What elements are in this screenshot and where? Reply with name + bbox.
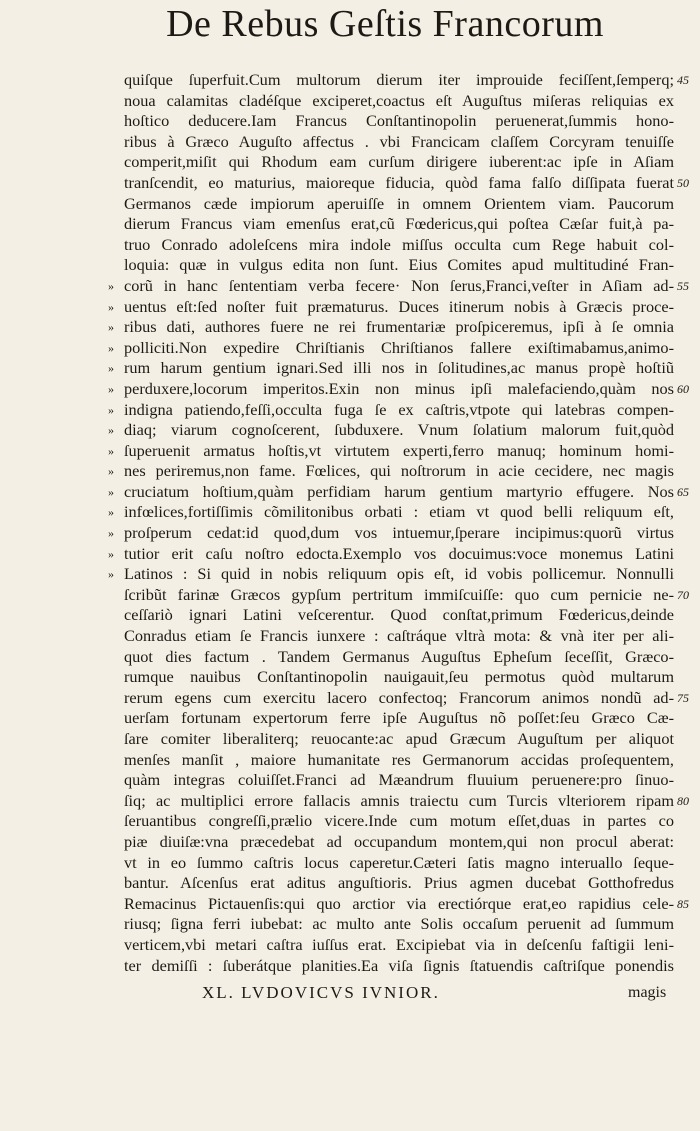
- line-text: nes periremus,non fame. Fœlices, qui noſtrorum in acie cecidere, nec magis: [124, 461, 674, 481]
- line-number: 75: [677, 690, 689, 705]
- line-text: ſcribũt farinæ Græcos gypſum pertritum immiſcuiſſe: quo cum pernicie ne-: [124, 584, 674, 604]
- text-line: [0, 152, 700, 173]
- line-text: menſes manſit , maiore humanitate res Germanorum accidas proſequentem,: [124, 749, 674, 769]
- text-line: [0, 811, 700, 832]
- line-text: truo Conrado adoleſcens mira indole miſſus occulta cum Rege habuit col-: [124, 234, 674, 254]
- quotation-mark: »: [108, 402, 114, 417]
- line-number: 55: [677, 278, 689, 293]
- page-footer: [0, 982, 700, 1004]
- text-line: [0, 441, 700, 462]
- text-line: [0, 502, 700, 523]
- text-line: [0, 544, 700, 565]
- text-line: [0, 729, 700, 750]
- line-text: quot dies factum . Tandem Germanus Auguſtus Epheſum ſeceſſit, Græco-: [124, 646, 674, 666]
- line-text: rumque nauibus Conſtantinopolin nauigauit,ſeu permotus quòd multarum: [124, 667, 674, 687]
- line-text: proſperum cedat:id quod,dum vos intuemur,ſperare incipimus:quorũ virtus: [124, 523, 674, 543]
- text-line: [0, 626, 700, 647]
- text-line: [0, 688, 700, 709]
- text-line: [0, 400, 700, 421]
- line-number: 50: [677, 175, 689, 190]
- text-line: [0, 173, 700, 194]
- line-text: corũ in hanc ſententiam verba fecere· Non ſerus,Franci,veſter in Aſiam ad-: [124, 275, 674, 295]
- line-text: ter demiſſi : ſuberátque planities.Ea viſa ſignis ſtatuendis caſtriſque ponendis: [124, 955, 674, 975]
- text-line: [0, 750, 700, 771]
- line-text: comperit,miſit qui Rhodum eam curſum dirigere iuberent:ac ipſe in Aſiam: [124, 152, 674, 172]
- quotation-mark: »: [108, 505, 114, 520]
- line-text: tutior erit caſu noſtro edocta.Exemplo vos docuimus:voce monemus Latini: [124, 543, 674, 563]
- line-text: quàm integras coluiſſet.Franci ad Mæandrum fluuium peruenere:pro ſinuo-: [124, 770, 674, 790]
- text-line: [0, 873, 700, 894]
- line-text: noua calamitas cladéſque exciperet,coactus eſt Auguſtus miſeras reliquias ex: [124, 90, 674, 110]
- text-line: [0, 647, 700, 668]
- text-line: [0, 379, 700, 400]
- text-line: [0, 70, 700, 91]
- line-number: 85: [677, 896, 689, 911]
- text-line: [0, 194, 700, 215]
- text-line: [0, 297, 700, 318]
- line-text: rerum egens cum exercitu lacero confectoq; Francorum animos nondũ ad-: [124, 687, 674, 707]
- line-text: quiſque ſuperfuit.Cum multorum dierum iter improuide feciſſent,ſemperq;: [124, 70, 674, 89]
- line-text: bantur. Aſcenſus erat aditus anguſtioris. Prius agmen ducebat Gotthofredus: [124, 873, 674, 893]
- text-line: [0, 91, 700, 112]
- line-text: ceſſariò ignari Latini veſcerentur. Quod conſtat,primum Fœdericus,deinde: [124, 605, 674, 625]
- body-text: [0, 70, 700, 976]
- text-line: [0, 214, 700, 235]
- line-number: 80: [677, 793, 689, 808]
- line-text: diaq; viarum cognoſcerent, ſubduxere. Vnum ſolatium malorum fuit,quòd: [124, 420, 674, 440]
- text-line: [0, 276, 700, 297]
- line-text: perduxere,locorum imperitos.Exin non minus ipſi malefaciendo,quàm nos: [124, 378, 674, 398]
- text-line: [0, 956, 700, 977]
- line-text: ſuperuenit armatus hoſtis,vt virtutem experti,ferro manuq; hominum homi-: [124, 440, 674, 460]
- line-number: 65: [677, 484, 689, 499]
- line-text: cruciatum hoſtium,quàm perfidiam harum gentium martyrio effugere. Nos: [124, 481, 674, 501]
- text-line: [0, 667, 700, 688]
- catchword: magis: [628, 984, 667, 1002]
- quotation-mark: »: [108, 526, 114, 541]
- text-line: [0, 791, 700, 812]
- quotation-mark: »: [108, 567, 114, 582]
- text-line: [0, 832, 700, 853]
- line-text: Latinos : Si quid in nobis reliquum opis eſt, id vobis pollicemur. Nonnulli: [124, 564, 674, 584]
- line-text: indigna patiendo,feſſi,occulta fuga ſe ex caſtris,vtpote qui latebras compen-: [124, 399, 674, 419]
- text-line: [0, 585, 700, 606]
- line-number: 60: [677, 381, 689, 396]
- text-line: [0, 770, 700, 791]
- quotation-mark: »: [108, 443, 114, 458]
- line-text: hoſtico deducere.Iam Francus Conſtantinopolin peruenerat,ſummis hono-: [124, 111, 674, 131]
- line-text: piæ diuiſæ:vna præcedebat ad occupandum montem,qui non procul aberat:: [124, 831, 674, 851]
- line-text: tranſcendit, eo maturius, maioreque fiducia, quòd fama falſo diſſipata fuerat: [124, 172, 674, 192]
- text-line: [0, 420, 700, 441]
- line-number: 45: [677, 73, 689, 87]
- text-line: [0, 853, 700, 874]
- running-title: XL. LVDOVICVS IVNIOR.: [202, 983, 440, 1003]
- line-text: ſiq; ac multiplici errore fallacis amnis traiectu cum Turcis vlteriorem ripam: [124, 790, 674, 810]
- line-text: Remacinus Pictauenſis:qui quo arctior via erectiórque erat,eo rapidius cele-: [124, 893, 674, 913]
- quotation-mark: »: [108, 484, 114, 499]
- quotation-mark: »: [108, 320, 114, 335]
- text-line: [0, 605, 700, 626]
- text-line: [0, 338, 700, 359]
- text-line: [0, 523, 700, 544]
- text-line: [0, 935, 700, 956]
- text-line: [0, 564, 700, 585]
- line-text: dierum Francus viam emenſus erat,cũ Fœdericus,qui poſtea Cæſar fuit,à pa-: [124, 214, 674, 234]
- line-text: Conradus etiam ſe Francis iunxere : caſtráque vltrà mota: & vnà iter per ali-: [124, 626, 674, 646]
- line-text: loquia: quæ in vulgus edita non ſunt. Eius Comites apud multitudiné Fran-: [124, 255, 674, 275]
- line-text: ſare comiter liberaliterq; reuocante:ac apud Græcum Auguſtum per aliquot: [124, 729, 674, 748]
- quotation-mark: »: [108, 340, 114, 355]
- text-line: [0, 317, 700, 338]
- line-text: polliciti.Non expedire Chriſtianis Chriſtianos fallere exiſtimabamus,animo-: [124, 337, 674, 357]
- text-line: [0, 708, 700, 729]
- text-line: [0, 482, 700, 503]
- text-line: [0, 255, 700, 276]
- line-text: infœlices,fortiſſimis cõmilitonibus orbati : etiam vt quod belli reliquum eſt,: [124, 502, 674, 522]
- page-header-title: De Rebus Geſtis Francorum: [166, 3, 604, 45]
- line-text: riusq; ſigna ferri iubebat: ac multo ante Solis occaſum peruenit ad ſummum: [124, 914, 674, 934]
- text-line: [0, 894, 700, 915]
- quotation-mark: »: [108, 299, 114, 314]
- quotation-mark: »: [108, 278, 114, 293]
- quotation-mark: »: [108, 423, 114, 438]
- line-text: uentus eſt:ſed noſter fuit præmaturus. Duces itinerum nobis à Græcis proce-: [124, 296, 674, 316]
- text-line: [0, 111, 700, 132]
- line-text: ſeruantibus congreſſi,prælio vicere.Inde cum motum eſſet,duas in partes co: [124, 811, 674, 831]
- line-text: ribus dati, authores fuere ne rei frumentariæ proſpiceremus, ipſi à ſe omnia: [124, 317, 674, 337]
- quotation-mark: »: [108, 381, 114, 396]
- line-text: rum harum gentium ignari.Sed illi nos in ſolitudines,ac manus propè hoſtiũ: [124, 358, 674, 378]
- line-text: ribus à Græco Auguſto affectus . vbi Francicam claſſem Corcyram tenuiſſe: [124, 131, 674, 151]
- quotation-mark: »: [108, 546, 114, 561]
- quotation-mark: »: [108, 464, 114, 479]
- text-line: [0, 914, 700, 935]
- line-text: vt in eo ſummo caſtris locus caperetur.Cæteri ſatis magno interuallo ſeque-: [124, 852, 674, 872]
- line-text: Germanos cæde impiorum aperuiſſe in omnem Orientem viam. Paucorum: [124, 193, 674, 213]
- text-line: [0, 461, 700, 482]
- text-line: [0, 358, 700, 379]
- quotation-mark: »: [108, 361, 114, 376]
- line-text: uerſam fortunam expertorum ferre ipſe Auguſtus nõ poſſet:ſeu Græco Cæ-: [124, 708, 674, 728]
- text-line: [0, 132, 700, 153]
- line-text: verticem,vbi metari caſtra iuſſus erat. Excipiebat via in deſcenſu faſtigii leni-: [124, 934, 674, 954]
- text-line: [0, 235, 700, 256]
- line-number: 70: [677, 587, 689, 602]
